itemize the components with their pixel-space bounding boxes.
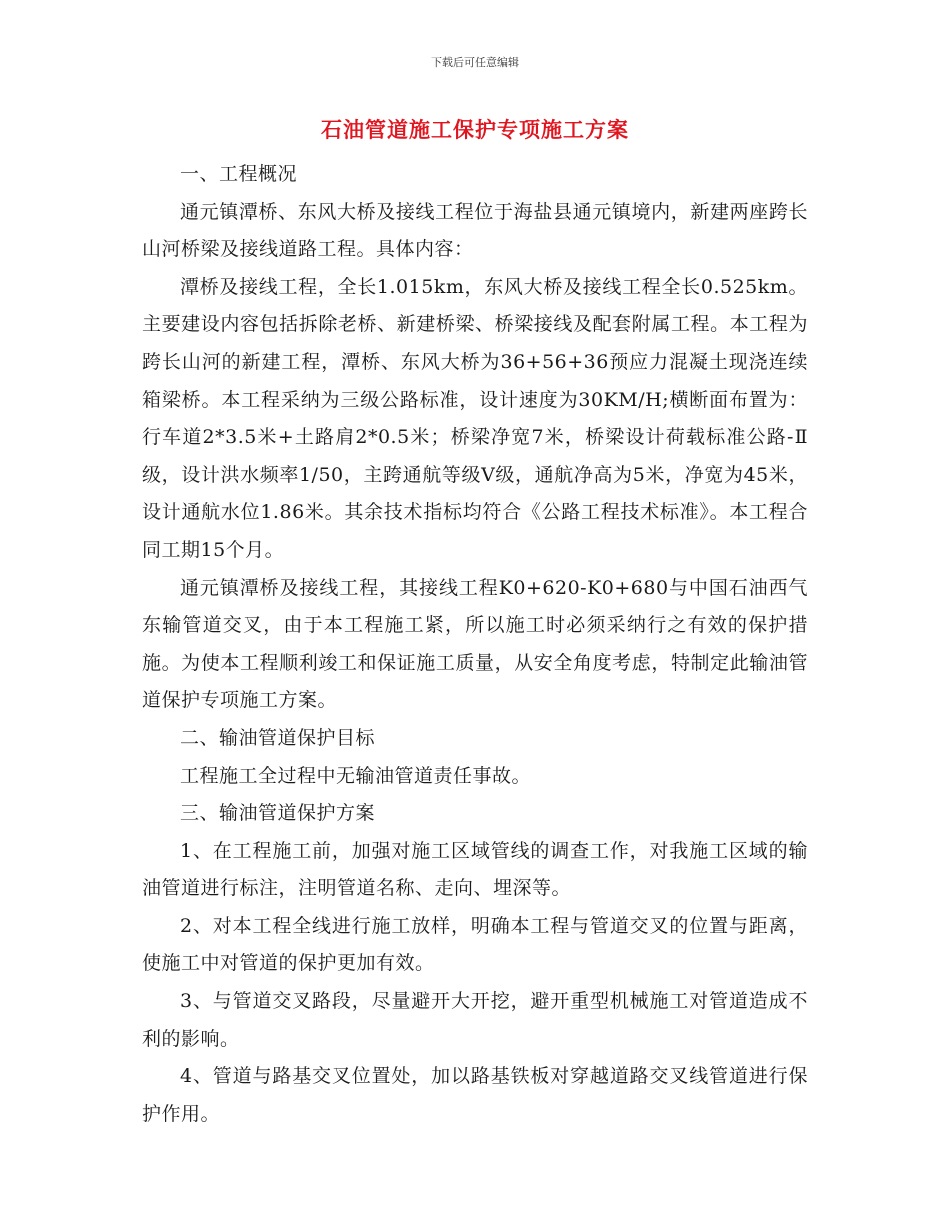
list-item: 3、与管道交叉路段，尽量避开大开挖，避开重型机械施工对管道造成不利的影响。 xyxy=(142,990,808,1050)
list-item: 4、管道与路基交叉位置处，加以路基铁板对穿越道路交叉线管道进行保护作用。 xyxy=(142,1065,808,1125)
body-paragraph: 通元镇潭桥、东风大桥及接线工程位于海盐县通元镇境内，新建两座跨长山河桥梁及接线道路工程。具体内容： xyxy=(142,200,808,261)
list-item: 1、在工程施工前，加强对施工区域管线的调查工作，对我施工区域的输油管道进行标注，注明管道名称、走向、埋深等。 xyxy=(142,839,808,900)
section-heading-plan: 三、输油管道保护方案 xyxy=(180,802,376,825)
section-heading-goal: 二、输油管道保护目标 xyxy=(180,726,376,749)
document-title: 石油管道施工保护专项施工方案 xyxy=(321,117,629,142)
document-body xyxy=(142,156,808,1133)
body-paragraph: 潭桥及接线工程，全长1.015km，东风大桥及接线工程全长0.525km。主要建设内容包括拆除老桥、新建桥梁、桥梁接线及配套附属工程。本工程为跨长山河的新建工程，潭桥、东风大桥为36+56+36预应力混凝土现浇连续箱梁桥。本工程采纳为三级公路标准，设计速度为30KM/H;横断面布置为：行车道2*3.5米+土路肩2*0.5米；桥梁净宽7米，桥梁设计荷载标准公路-Ⅱ级，设计洪水频率1/50，主跨通航等级Ⅴ级，通航净高为5米，净宽为45米，设计通航水位1.86米。其余技术指标均符合《公路工程技术标准》。本工程合同工期15个月。 xyxy=(142,275,808,561)
body-paragraph: 通元镇潭桥及接线工程，其接线工程K0+620-K0+680与中国石油西气东输管道交叉，由于本工程施工紧，所以施工时必须采纳行之有效的保护措施。为使本工程顺利竣工和保证施工质量，从安全角度考虑，特制定此输油管道保护专项施工方案。 xyxy=(142,576,808,712)
section-heading-overview: 一、工程概况 xyxy=(180,163,298,185)
body-paragraph: 工程施工全过程中无输油管道责任事故。 xyxy=(180,764,532,787)
header-note: 下载后可任意编辑 xyxy=(431,56,519,69)
list-item: 2、对本工程全线进行施工放样，明确本工程与管道交叉的位置与距离，使施工中对管道的保护更加有效。 xyxy=(142,914,808,975)
